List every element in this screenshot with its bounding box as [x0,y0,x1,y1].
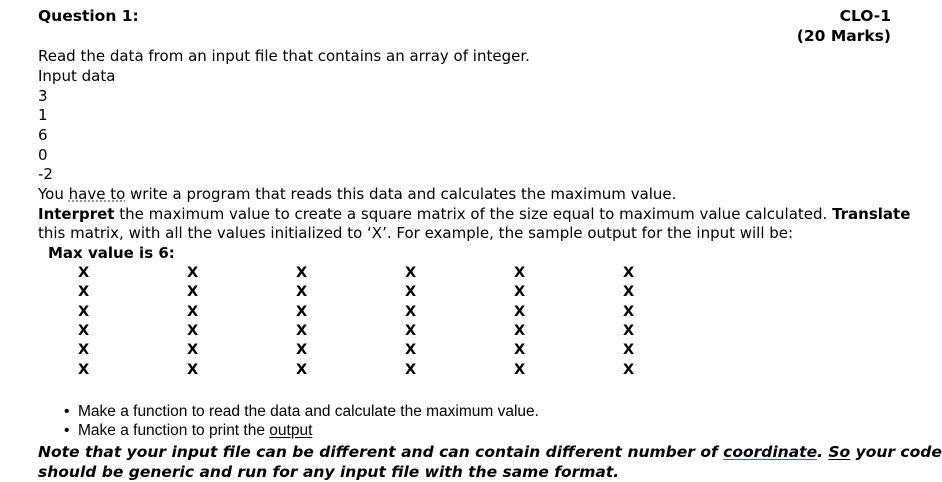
input-value: 6 [38,126,48,144]
matrix-cell: X [78,322,90,339]
interpret-text: Interpret the maximum value to create a square matrix of the size equal to maximum value calculated. Translate [38,205,911,223]
matrix-cell: X [78,342,90,359]
matrix-cell: X [405,303,417,320]
matrix-cell: X [78,303,90,320]
input-value: 1 [38,106,48,124]
grammar-mark: have to [68,185,126,203]
interpret-text-line2: this matrix, with all the values initialized to ‘X’. For example, the sample output for the input will be: [38,224,794,242]
bullet-item: • Make a function to read the data and calculate the maximum value. [64,402,539,421]
bullet-item: • Make a function to print the output [64,421,539,440]
matrix-cell: X [514,322,526,339]
matrix-cell: X [405,322,417,339]
matrix-cell: X [514,303,526,320]
matrix-cell: X [405,342,417,359]
input-value: -2 [38,165,53,183]
input-value: 3 [38,87,48,105]
matrix-cell: X [78,265,90,281]
matrix-cell: X [296,342,308,359]
input-data-label: Input data [38,67,116,85]
marks-label: (20 Marks) [796,27,891,45]
matrix-cell: X [623,322,635,339]
matrix-cell: X [623,361,635,378]
matrix-cell: X [514,361,526,378]
matrix-cell: X [405,361,417,378]
matrix-cell: X [514,265,526,281]
input-value: 0 [38,146,48,164]
note-line-1: Note that your input file can be different and can contain different number of coordinate. So your code [38,443,942,461]
bullet-list [64,402,539,440]
matrix-cell: X [296,284,308,301]
matrix-cell: X [78,361,90,378]
matrix-cell: X [187,322,199,339]
task-text: You have to write a program that reads this data and calculates the maximum value. [38,185,677,203]
matrix-cell: X [623,265,635,281]
intro-text: Read the data from an input file that contains an array of integer. [38,47,530,65]
matrix-cell: X [623,284,635,301]
matrix-cell: X [187,342,199,359]
matrix-cell: X [405,265,417,281]
matrix-cell: X [514,342,526,359]
matrix-cell: X [187,284,199,301]
max-value-label: Max value is 6: [48,244,175,262]
note-line-2: should be generic and run for any input file with the same format. [38,463,620,481]
matrix-cell: X [296,361,308,378]
matrix-cell: X [296,322,308,339]
matrix-cell: X [296,303,308,320]
matrix-cell: X [623,303,635,320]
matrix-cell: X [78,284,90,301]
matrix-cell: X [296,265,308,281]
grammar-mark-so: So [828,443,851,461]
matrix-cell: X [187,361,199,378]
clo-label: CLO-1 [839,7,891,25]
matrix-cell: X [187,265,199,281]
question-title: Question 1: [38,7,139,25]
output-word: output [269,422,313,439]
spell-mark: coordinate [723,443,818,461]
matrix-cell: X [187,303,199,320]
matrix-cell: X [405,284,417,301]
matrix-cell: X [514,284,526,301]
matrix-cell: X [623,342,635,359]
